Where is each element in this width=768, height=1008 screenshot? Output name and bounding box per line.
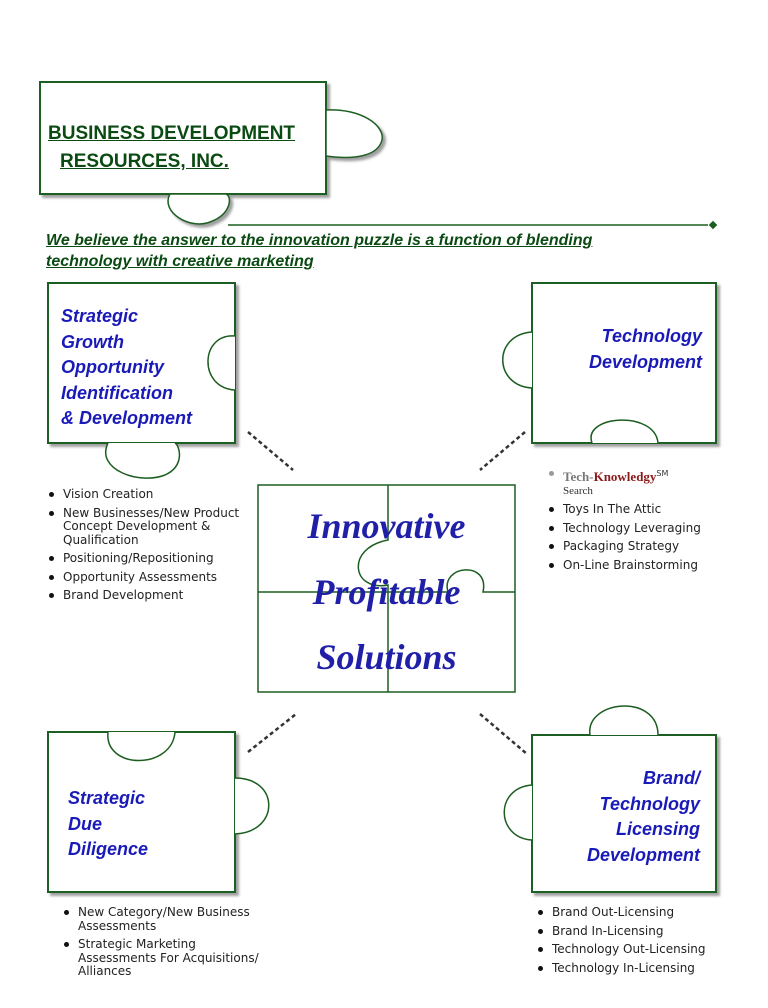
bullets-top-right xyxy=(546,467,736,577)
center-title-line3: Solutions xyxy=(316,637,457,677)
brand-part2: Knowledgy xyxy=(593,469,657,484)
center-title-line1: Innovative xyxy=(307,506,466,546)
brand-part1: Tech- xyxy=(563,469,594,484)
company-name-line2: RESOURCES, INC. xyxy=(60,151,229,172)
tagline-line1: We believe the answer to the innovation puzzle is a function of blending xyxy=(46,232,593,249)
title-line: Strategic xyxy=(68,788,146,808)
list-item: Brand Development xyxy=(46,589,258,603)
title-line: Licensing xyxy=(615,819,700,839)
list-item: Vision Creation xyxy=(46,488,258,502)
list-item: New Category/New Business Assessments xyxy=(61,906,266,933)
brand-sub: Search xyxy=(563,484,593,497)
title-line: Development xyxy=(588,351,702,372)
title-line: Technology xyxy=(601,326,702,346)
piece-title-bottom-left xyxy=(68,786,148,863)
center-title-line2: Profitable xyxy=(312,572,461,612)
list-item: Technology Out-Licensing xyxy=(535,943,750,957)
title-line: Strategic xyxy=(61,306,139,326)
list-item: Toys In The Attic xyxy=(546,503,736,517)
bullets-bottom-right xyxy=(535,906,750,980)
divider-diamond xyxy=(709,221,717,229)
title-line: Identification xyxy=(61,382,173,403)
list-item: Technology Leveraging xyxy=(546,522,736,536)
title-line: Opportunity xyxy=(61,357,164,377)
tagline-line2: technology with creative marketing xyxy=(46,253,314,270)
company-name-line1: BUSINESS DEVELOPMENT xyxy=(48,123,296,144)
piece-title-top-left xyxy=(61,304,192,432)
tech-knowledgy-item xyxy=(546,467,736,498)
title-line: Due xyxy=(68,813,103,834)
list-item: Opportunity Assessments xyxy=(46,571,258,585)
list-item: New Businesses/New Product Concept Development & Qualification xyxy=(46,507,258,548)
bullets-bottom-left xyxy=(61,906,266,984)
title-line: Brand/ xyxy=(642,768,700,788)
list-item: Brand In-Licensing xyxy=(535,925,750,939)
bullets-top-left xyxy=(46,488,258,608)
service-mark: SM xyxy=(656,469,669,478)
title-line: Diligence xyxy=(68,839,149,859)
list-item: Positioning/Repositioning xyxy=(46,552,258,566)
title-line: Growth xyxy=(61,331,124,352)
piece-title-bottom-right xyxy=(587,766,700,868)
piece-title-top-right xyxy=(589,324,702,375)
list-item: Technology In-Licensing xyxy=(535,962,750,976)
list-item: Strategic Marketing Assessments For Acquisitions/ Alliances xyxy=(61,938,266,979)
title-line: & Development xyxy=(61,408,193,428)
list-item: Packaging Strategy xyxy=(546,540,736,554)
title-line: Technology xyxy=(599,793,700,814)
list-item: On-Line Brainstorming xyxy=(546,559,736,573)
list-item: Brand Out-Licensing xyxy=(535,906,750,920)
title-line: Development xyxy=(586,844,700,865)
tagline xyxy=(46,230,592,272)
